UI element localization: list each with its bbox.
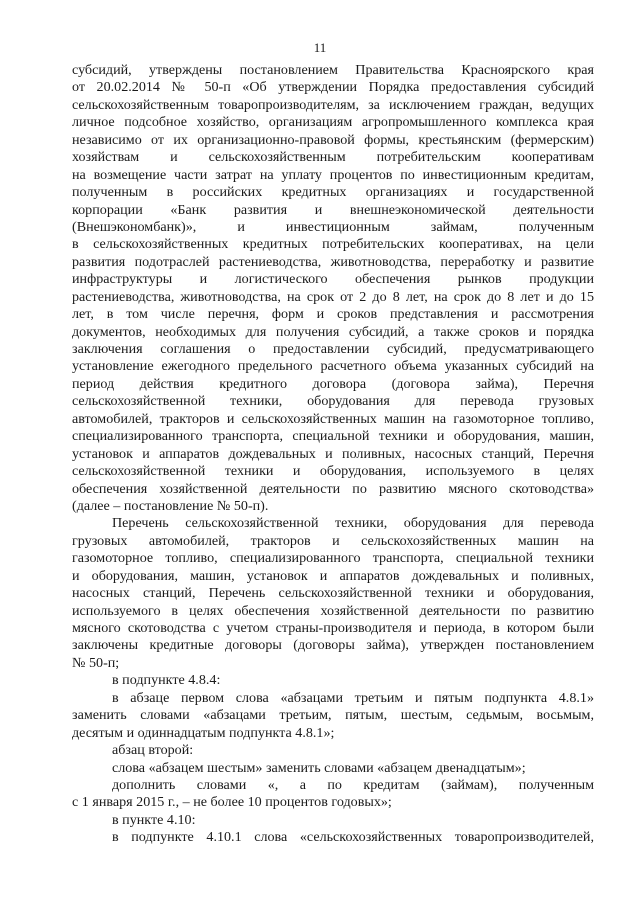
page-number: 11 xyxy=(313,40,327,55)
text-line: в подпункте 4.10.1 слова «сельскохозяйственных товаропроизводителей, xyxy=(112,829,594,846)
text-line: дополнить словами «, а по кредитам (займам), полученным xyxy=(112,776,594,793)
text-line: слова «абзацем шестым» заменить словами «абзацем двенадцатым»; xyxy=(112,759,526,776)
text-line: Перечень сельскохозяйственной техники, оборудования для перевода xyxy=(112,515,594,532)
text-line: абзац второй: xyxy=(112,742,194,759)
text-line: заключены кредитные договоры (договоры займа), утвержден постановлением xyxy=(72,637,594,654)
text-line: сельскохозяйственной техники и оборудования, используемого в целях xyxy=(72,463,594,480)
text-line: в сельскохозяйственных кредитных потребительских кооперативах, на цели xyxy=(72,236,594,253)
text-line: с 1 января 2015 г., – не более 10 процентов годовых»; xyxy=(72,794,392,811)
text-line: развития подотраслей растениеводства, животноводства, переработку и развитие xyxy=(72,253,594,270)
text-line: газомоторное топливо, специализированного транспорта, специальной техники xyxy=(72,550,594,567)
text-line: (далее – постановление № 50-п). xyxy=(72,497,269,514)
text-line: на возмещение части затрат на уплату процентов по инвестиционным кредитам, xyxy=(72,166,594,183)
text-line: период действия кредитного договора (договора займа), Перечня xyxy=(72,375,594,392)
text-line: субсидий, утверждены постановлением Правительства Красноярского края xyxy=(72,62,594,78)
text-line: № 50-п; xyxy=(72,654,120,671)
text-line: мясного скотоводства с учетом страны-производителя и периода, в котором были xyxy=(72,620,594,636)
text-line: в пункте 4.10: xyxy=(112,811,196,828)
text-line: и оборудования, машин, установок и аппаратов дождевальных и поливных, xyxy=(72,567,594,584)
text-line: корпорации «Банк развития и внешнеэкономической деятельности xyxy=(72,201,594,218)
text-line: лет, в том числе перечня, форм и сроков представления и рассмотрения xyxy=(72,306,594,323)
text-line: в подпункте 4.8.4: xyxy=(112,672,221,689)
text-line: грузовых автомобилей, тракторов и сельскохозяйственных машин на xyxy=(72,532,594,549)
text-line: (Внешэкономбанк)», и инвестиционным займам, полученным xyxy=(72,218,594,235)
text-line: полученным в российских кредитных организациях и государственной xyxy=(72,184,594,201)
document-body xyxy=(72,62,594,847)
text-line: заключения соглашения о предоставлении субсидий, предусматривающего xyxy=(72,341,594,357)
text-line: сельскохозяйственной техники, оборудования для перевода грузовых xyxy=(72,393,594,410)
text-line: документов, необходимых для получения субсидий, а также сроков и порядка xyxy=(72,323,594,340)
text-line: насосных станций, Перечень сельскохозяйственной техники и оборудования, xyxy=(72,585,594,602)
text-line: установок и аппаратов дождевальных и поливных, насосных станций, Перечня xyxy=(72,445,594,462)
text-line: в абзаце первом слова «абзацами третьим и пятым подпункта 4.8.1» xyxy=(112,689,594,706)
text-line: специализированного транспорта, специальной техники и оборудования, машин, xyxy=(72,428,594,445)
text-line: используемого в целях обеспечения хозяйственной деятельности по развитию xyxy=(72,602,594,619)
text-line: десятым и одиннадцатым подпункта 4.8.1»; xyxy=(72,724,335,741)
text-line: обеспечения хозяйственной деятельности по развитию мясного скотоводства» xyxy=(72,480,594,497)
text-line: хозяйствам и сельскохозяйственным потребительским кооперативам xyxy=(72,149,594,166)
text-line: независимо от их организационно-правовой формы, крестьянским (фермерским) xyxy=(72,131,594,148)
text-line: личное подсобное хозяйство, организациям агропромышленного комплекса края xyxy=(72,114,594,131)
text-line: установление ежегодного предельного расчетного объема указанных субсидий на xyxy=(72,358,594,375)
text-line: сельскохозяйственным товаропроизводителям, за исключением граждан, ведущих xyxy=(72,96,594,113)
text-line: от 20.02.2014 № 50-п «Об утверждении Порядка предоставления субсидий xyxy=(72,79,594,96)
text-line: автомобилей, тракторов и сельскохозяйственных машин на газомоторное топливо, xyxy=(72,410,594,427)
text-line: инфраструктуры и логистического обеспечения рынков продукции xyxy=(72,271,594,288)
text-line: растениеводства, животноводства, на срок от 2 до 8 лет, на срок до 8 лет и до 15 xyxy=(72,288,594,305)
text-line: заменить словами «абзацами третьим, пятым, шестым, седьмым, восьмым, xyxy=(72,707,594,724)
